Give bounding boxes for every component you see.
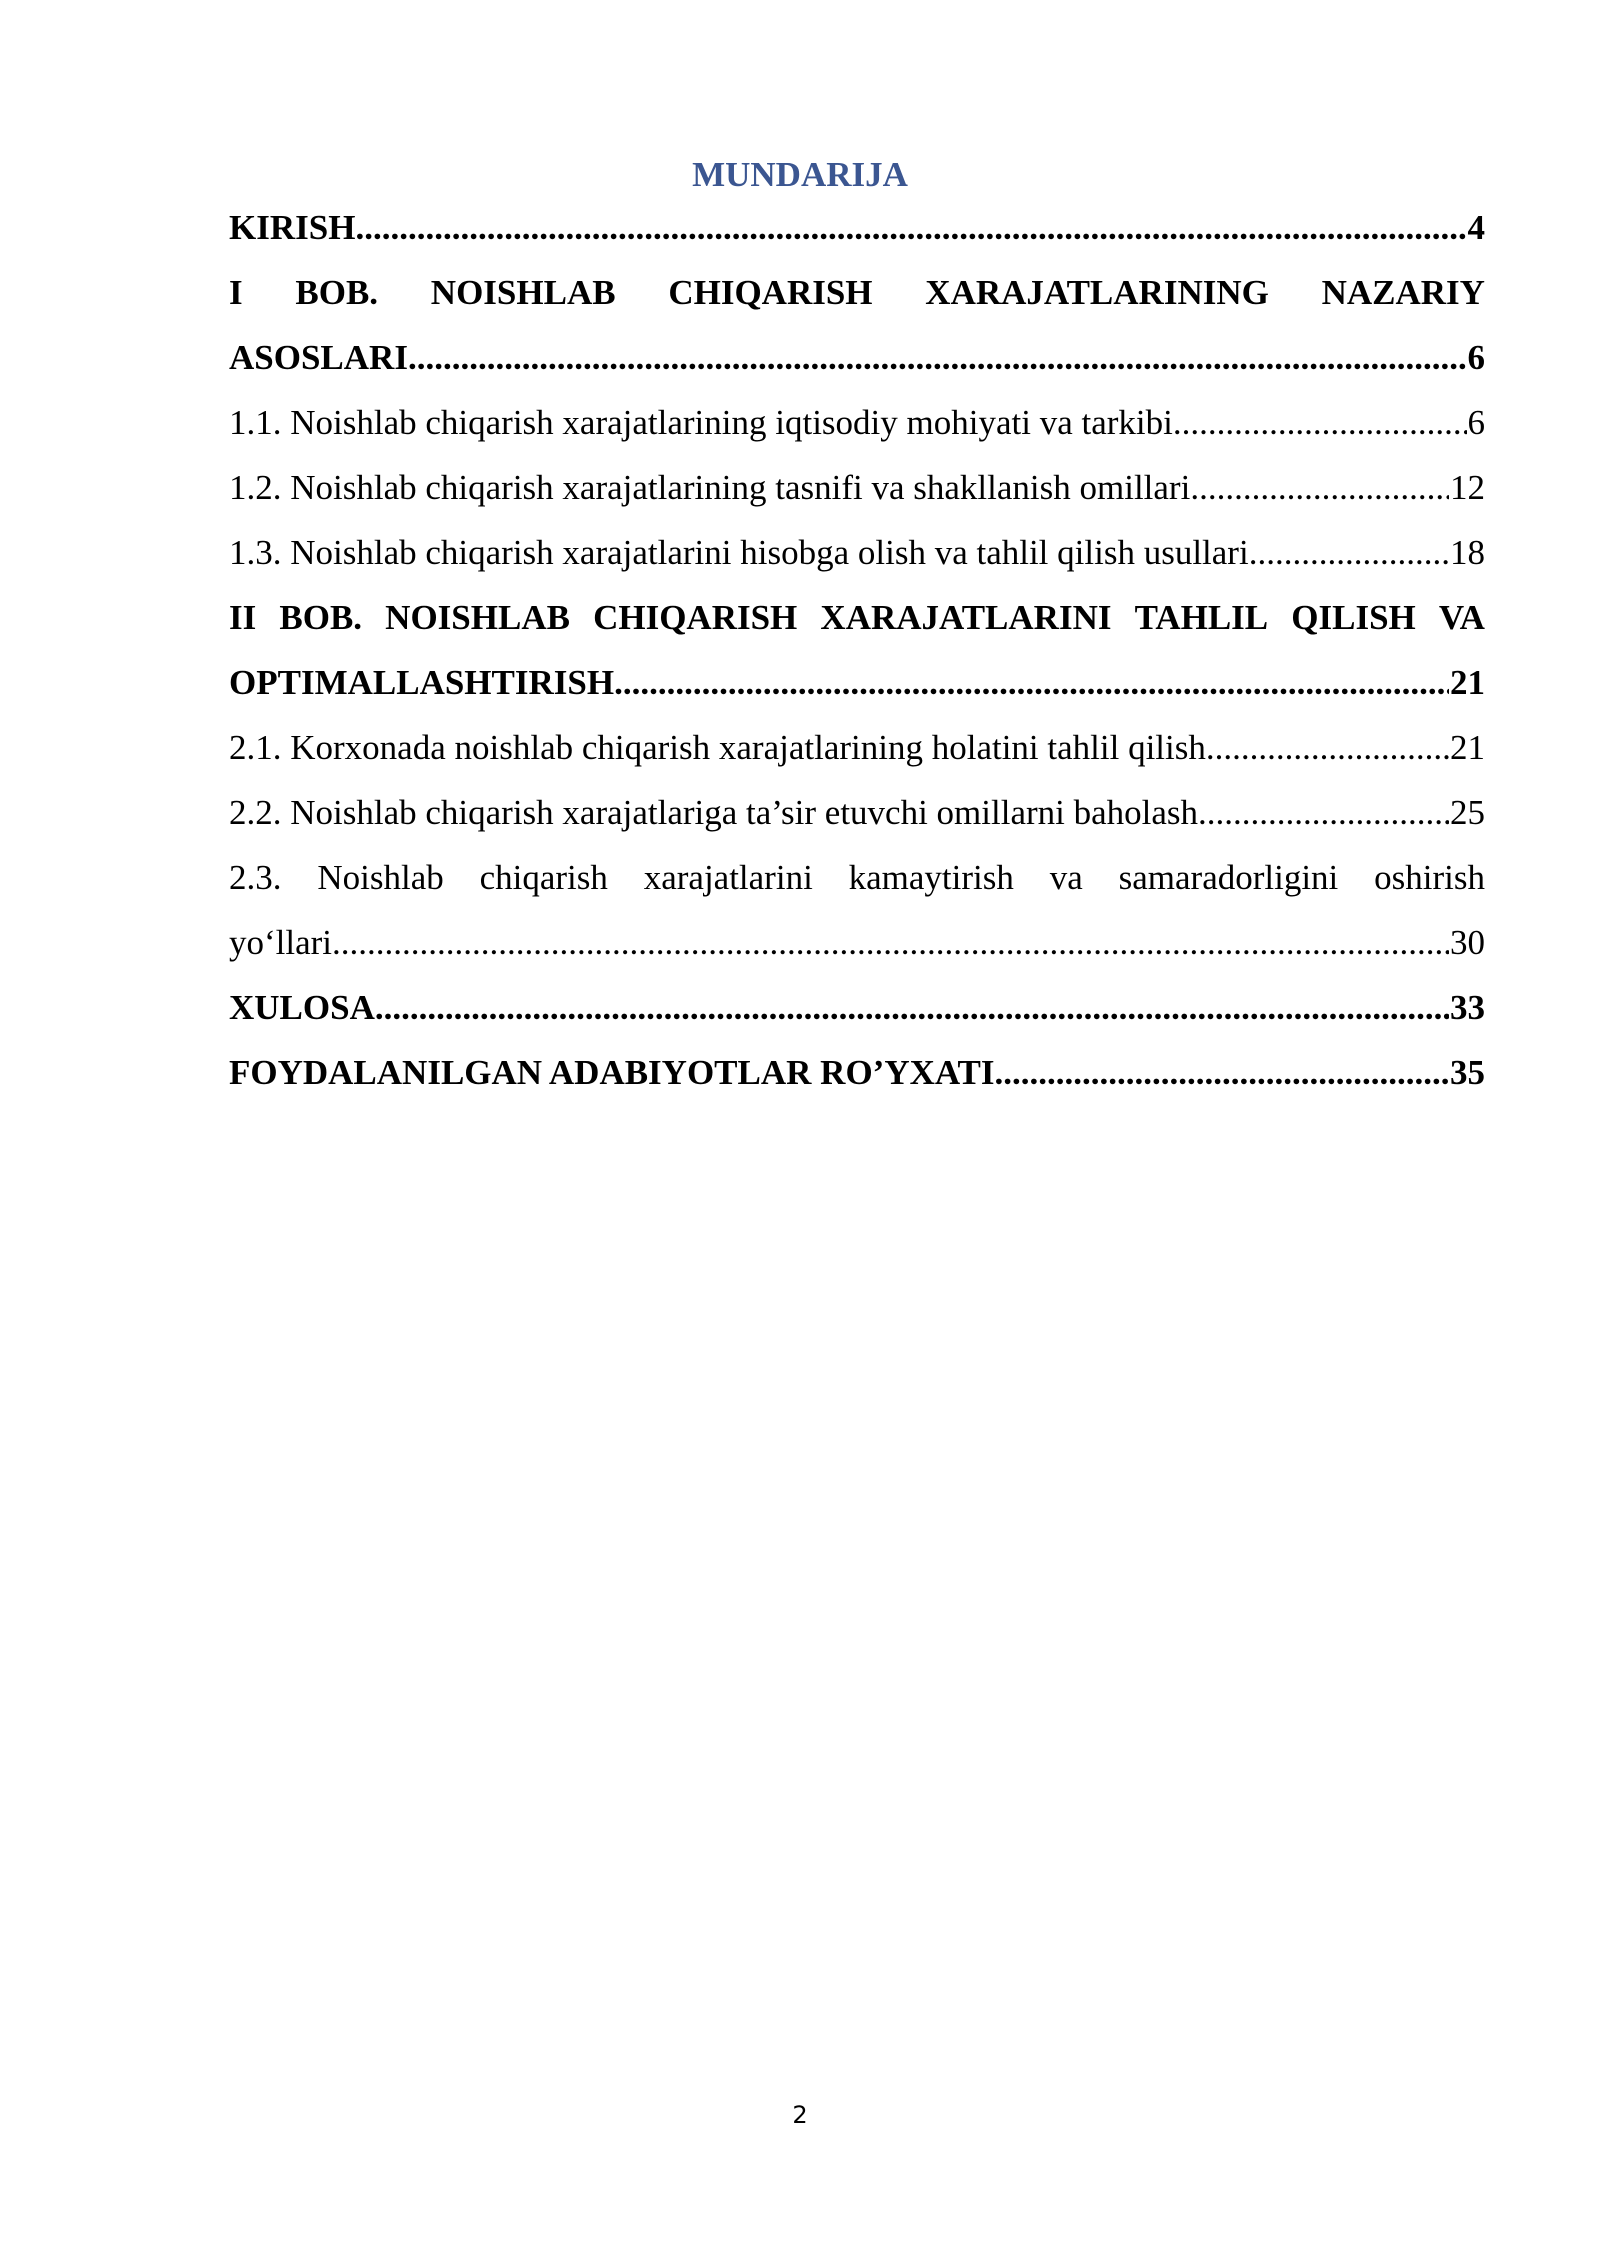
toc-entry-2-3-line1[interactable] bbox=[229, 845, 1485, 910]
toc-word: CHIQARISH bbox=[593, 598, 798, 637]
toc-word: II bbox=[229, 598, 257, 637]
toc-page-number: 6 bbox=[1467, 403, 1485, 442]
toc-entry-2-2[interactable] bbox=[229, 780, 1485, 845]
toc-page-number: 6 bbox=[1467, 338, 1485, 377]
toc-word: va bbox=[1049, 858, 1083, 897]
toc-word: XARAJATLARINI bbox=[820, 598, 1112, 637]
toc-entry-kirish[interactable] bbox=[229, 195, 1485, 260]
toc-word: QILISH bbox=[1291, 598, 1416, 637]
toc-entry-2-1[interactable] bbox=[229, 715, 1485, 780]
toc-page-number: 21 bbox=[1450, 728, 1485, 767]
toc-word: TAHLIL bbox=[1134, 598, 1269, 637]
toc-entry-label: yo‘llari bbox=[229, 923, 333, 962]
toc-leader-dots bbox=[375, 975, 1449, 1040]
toc-word: xarajatlarini bbox=[643, 858, 813, 897]
toc-page-number: 12 bbox=[1450, 468, 1485, 507]
toc-entry-label: 1.3. Noishlab chiqarish xarajatlarini hisobga olish va tahlil qilish usullari bbox=[229, 533, 1249, 572]
toc-entry-2-3[interactable] bbox=[229, 910, 1485, 975]
toc-entry-adabiyotlar[interactable] bbox=[229, 1040, 1485, 1105]
toc-word: NOISHLAB bbox=[430, 273, 616, 312]
page-number: 2 bbox=[792, 2101, 808, 2129]
toc-entry-label: FOYDALANILGAN ADABIYOTLAR RO’YXATI bbox=[229, 1053, 995, 1092]
toc-word: oshirish bbox=[1374, 858, 1485, 897]
toc-leader-dots bbox=[995, 1040, 1449, 1105]
toc-entry-bob1[interactable] bbox=[229, 325, 1485, 390]
toc-entry-label: XULOSA bbox=[229, 988, 375, 1027]
toc-word: Noishlab bbox=[317, 858, 444, 897]
toc-leader-dots bbox=[408, 325, 1467, 390]
toc-entry-1-3[interactable] bbox=[229, 520, 1485, 585]
toc-entry-label: ASOSLARI bbox=[229, 338, 408, 377]
toc-word: I bbox=[229, 273, 243, 312]
toc-leader-dots bbox=[1206, 715, 1449, 780]
toc-word: NOISHLAB bbox=[385, 598, 570, 637]
toc-entry-bob2[interactable] bbox=[229, 650, 1485, 715]
toc-leader-dots bbox=[1249, 520, 1449, 585]
toc-entry-label: 1.1. Noishlab chiqarish xarajatlarining iqtisodiy mohiyati va tarkibi bbox=[229, 403, 1173, 442]
toc-word: BOB. bbox=[295, 273, 379, 312]
toc-entry-1-1[interactable] bbox=[229, 390, 1485, 455]
toc-page-number: 4 bbox=[1467, 208, 1485, 247]
toc-entry-1-2[interactable] bbox=[229, 455, 1485, 520]
toc-page-number: 33 bbox=[1450, 988, 1485, 1027]
toc-page-number: 25 bbox=[1450, 793, 1485, 832]
toc-entry-label: 2.2. Noishlab chiqarish xarajatlariga ta’sir etuvchi omillarni baholash bbox=[229, 793, 1199, 832]
toc-entry-xulosa[interactable] bbox=[229, 975, 1485, 1040]
toc-page-number: 21 bbox=[1450, 663, 1485, 702]
toc-word: NAZARIY bbox=[1321, 273, 1485, 312]
toc-page-number: 30 bbox=[1450, 923, 1485, 962]
toc-leader-dots bbox=[1173, 390, 1467, 455]
toc-entry-label: 2.1. Korxonada noishlab chiqarish xarajatlarining holatini tahlil qilish bbox=[229, 728, 1206, 767]
table-of-contents bbox=[229, 195, 1485, 1105]
toc-word: CHIQARISH bbox=[668, 273, 873, 312]
toc-page-number: 18 bbox=[1450, 533, 1485, 572]
toc-word: 2.3. bbox=[229, 858, 282, 897]
toc-entry-bob1-line1[interactable] bbox=[229, 260, 1485, 325]
toc-leader-dots bbox=[1190, 455, 1449, 520]
toc-entry-bob2-line1[interactable] bbox=[229, 585, 1485, 650]
toc-entry-label: 1.2. Noishlab chiqarish xarajatlarining tasnifi va shakllanish omillari bbox=[229, 468, 1191, 507]
toc-word: samaradorligini bbox=[1118, 858, 1339, 897]
toc-word: BOB. bbox=[279, 598, 363, 637]
toc-word: kamaytirish bbox=[848, 858, 1014, 897]
toc-leader-dots bbox=[355, 195, 1466, 260]
toc-word: VA bbox=[1438, 598, 1485, 637]
toc-leader-dots bbox=[614, 650, 1449, 715]
toc-leader-dots bbox=[1198, 780, 1449, 845]
toc-entry-label: KIRISH bbox=[229, 208, 356, 247]
toc-word: XARAJATLARINING bbox=[925, 273, 1269, 312]
toc-entry-label: OPTIMALLASHTIRISH bbox=[229, 663, 615, 702]
toc-title: MUNDARIJA bbox=[692, 155, 908, 194]
toc-word: chiqarish bbox=[479, 858, 608, 897]
toc-leader-dots bbox=[332, 910, 1449, 975]
toc-page-number: 35 bbox=[1450, 1053, 1485, 1092]
